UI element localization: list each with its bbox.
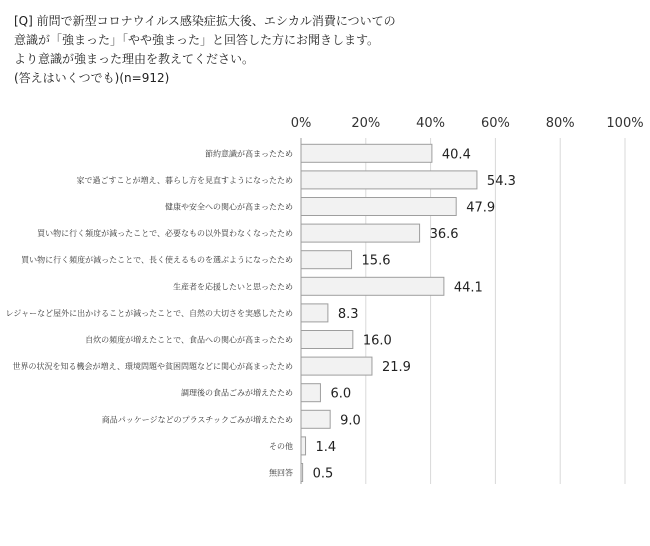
bar	[301, 384, 320, 402]
bar	[301, 251, 352, 269]
category-label: 調理後の食品ごみが増えたため	[181, 388, 293, 398]
data-label: 47.9	[466, 200, 496, 216]
data-label: 54.3	[486, 173, 516, 189]
bar	[301, 437, 306, 455]
x-tick-label: 100%	[606, 116, 644, 131]
category-label: 商品パッケージなどのプラスチックごみが増えたため	[101, 415, 293, 425]
x-tick-label: 80%	[545, 116, 575, 131]
question-line-2: 意識が「強まった」「やや強まった」と回答した方にお聞きします。	[14, 33, 380, 47]
data-label: 1.4	[315, 439, 337, 455]
question-line-3: より意識が強まった理由を教えてください。	[14, 52, 255, 66]
data-label: 6.0	[330, 386, 352, 402]
bar	[301, 144, 432, 162]
category-label: 生産者を応援したいと思ったため	[173, 282, 293, 292]
category-label: 買い物に行く頻度が減ったことで、必要なもの以外買わなくなったため	[37, 229, 293, 239]
bar	[301, 410, 330, 428]
bar	[301, 171, 477, 189]
bar	[301, 198, 456, 216]
data-label: 21.9	[381, 360, 411, 376]
data-label: 0.5	[312, 466, 334, 482]
data-label: 36.6	[429, 227, 459, 243]
bar	[301, 304, 328, 322]
data-label: 16.0	[362, 333, 392, 349]
question-line-4: (答えはいくつでも)(n=912)	[14, 71, 170, 85]
bar	[301, 357, 372, 375]
data-label: 8.3	[337, 306, 359, 322]
bar	[301, 277, 444, 295]
question-line-1: [Q] 前問で新型コロナウイルス感染症拡大後、エシカル消費についての	[14, 14, 396, 28]
data-label: 40.4	[441, 147, 471, 163]
category-label: レジャーなど屋外に出かけることが減ったことで、自然の大切さを実感したため	[5, 308, 293, 318]
category-label: 家で過ごすことが増え、暮らし方を見直すようになったため	[76, 175, 293, 185]
category-label: 健康や安全への関心が高まったため	[165, 202, 293, 212]
x-tick-label: 60%	[480, 116, 510, 131]
x-tick-label: 0%	[290, 116, 312, 131]
category-label: 節約意識が高まったため	[205, 149, 293, 159]
category-label: 無回答	[269, 468, 293, 478]
data-label: 15.6	[361, 253, 391, 269]
x-tick-label: 40%	[416, 116, 446, 131]
bar	[301, 224, 420, 242]
category-label: 自炊の頻度が増えたことで、食品への関心が高まったため	[85, 335, 293, 345]
bar	[301, 331, 353, 349]
category-label: その他	[269, 441, 293, 451]
category-label: 買い物に行く頻度が減ったことで、長く使えるものを選ぶようになったため	[21, 255, 293, 265]
data-label: 9.0	[340, 413, 361, 429]
data-label: 44.1	[453, 280, 483, 296]
x-tick-label: 20%	[351, 116, 381, 131]
category-label: 世界の状況を知る機会が増え、環境問題や貧困問題などに関心が高まったため	[12, 362, 293, 372]
